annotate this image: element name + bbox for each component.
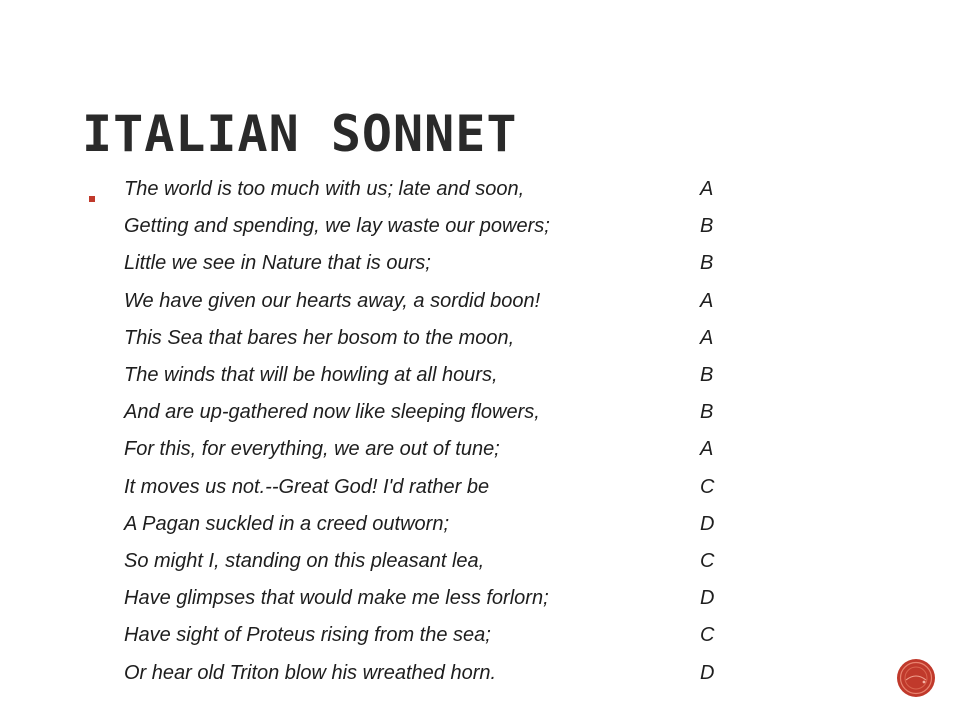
- sonnet-lines: [124, 171, 744, 692]
- sonnet-line-text: This Sea that bares her bosom to the moon,: [124, 326, 515, 349]
- rhyme-letter: A: [700, 438, 714, 461]
- square-bullet-icon: [89, 196, 95, 202]
- rhyme-letter: B: [700, 215, 714, 238]
- sonnet-line-text: The world is too much with us; late and soon,: [124, 178, 525, 201]
- sonnet-line-text: It moves us not.--Great God! I'd rather be: [124, 475, 490, 498]
- sonnet-line: [124, 320, 744, 357]
- red-circle-logo-icon: [896, 658, 936, 698]
- sonnet-line-text: For this, for everything, we are out of tune;: [124, 438, 500, 461]
- sonnet-line-text: Little we see in Nature that is ours;: [124, 252, 431, 275]
- rhyme-letter: A: [700, 178, 714, 201]
- sonnet-line-text: The winds that will be howling at all hours,: [124, 364, 498, 387]
- rhyme-letter: D: [700, 512, 715, 535]
- sonnet-line: [124, 431, 744, 468]
- rhyme-letter: D: [700, 587, 715, 610]
- sonnet-line: [124, 469, 744, 506]
- rhyme-letter: C: [700, 549, 715, 572]
- sonnet-line-text: Have sight of Proteus rising from the sea;: [124, 624, 491, 647]
- rhyme-letter: C: [700, 475, 715, 498]
- rhyme-letter: B: [700, 364, 714, 387]
- sonnet-line-text: Have glimpses that would make me less forlorn;: [124, 587, 549, 610]
- slide-title: ITALIAN SONNET: [82, 105, 518, 163]
- sonnet-line: [124, 245, 744, 282]
- sonnet-line: [124, 357, 744, 394]
- sonnet-line-text: So might I, standing on this pleasant lea,: [124, 549, 485, 572]
- sonnet-line: [124, 283, 744, 320]
- sonnet-line: [124, 580, 744, 617]
- sonnet-line: [124, 617, 744, 654]
- sonnet-line: [124, 208, 744, 245]
- sonnet-line-text: Or hear old Triton blow his wreathed horn.: [124, 661, 497, 684]
- sonnet-line-text: A Pagan suckled in a creed outworn;: [124, 512, 450, 535]
- sonnet-line: [124, 394, 744, 431]
- sonnet-line-text: Getting and spending, we lay waste our powers;: [124, 215, 550, 238]
- rhyme-letter: B: [700, 401, 714, 424]
- rhyme-letter: D: [700, 661, 715, 684]
- rhyme-letter: C: [700, 624, 715, 647]
- sonnet-line-text: And are up-gathered now like sleeping flowers,: [124, 401, 540, 424]
- sonnet-line: [124, 506, 744, 543]
- sonnet-line: [124, 171, 744, 208]
- sonnet-line: [124, 654, 744, 691]
- rhyme-letter: A: [700, 326, 714, 349]
- rhyme-letter: A: [700, 289, 714, 312]
- rhyme-letter: B: [700, 252, 714, 275]
- sonnet-line-text: We have given our hearts away, a sordid boon!: [124, 289, 541, 312]
- sonnet-line: [124, 543, 744, 580]
